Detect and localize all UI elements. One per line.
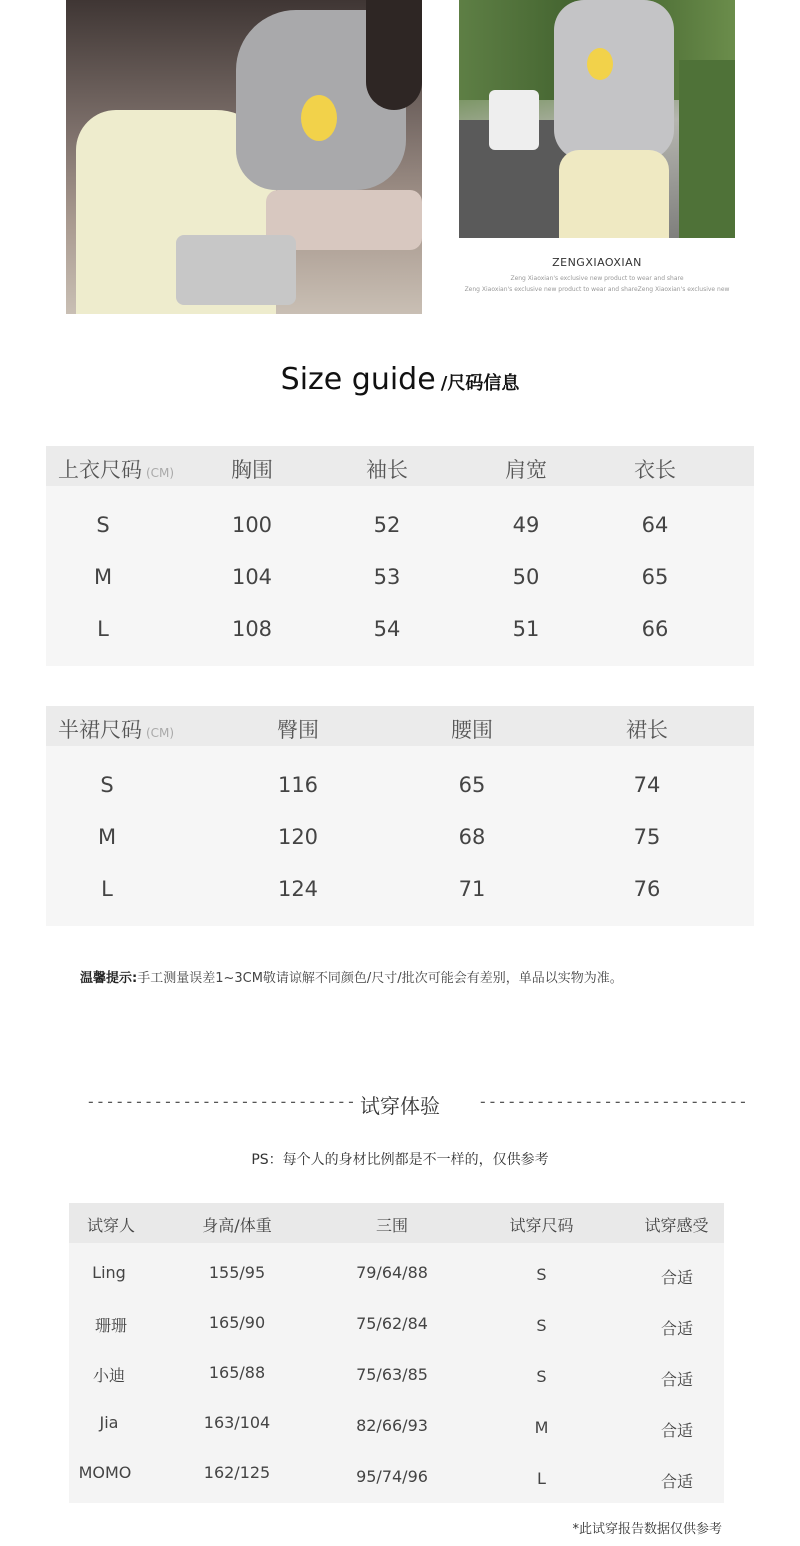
trial-cell: 合适 xyxy=(660,1370,693,1389)
header-measurements: 三围 xyxy=(375,1216,408,1235)
ps-note: PS：每个人的身材比例都是不一样的，仅供参考 xyxy=(251,1152,549,1168)
duck-print xyxy=(301,95,337,141)
trial-table xyxy=(69,1203,724,1503)
top-size-label xyxy=(58,454,208,484)
trial-cell: S xyxy=(536,1316,547,1335)
trial-cell: 82/66/93 xyxy=(356,1416,428,1435)
trial-cell: S xyxy=(536,1265,547,1284)
table-cell: 66 xyxy=(641,617,669,641)
brand-title: ZENGXIAOXIAN xyxy=(552,256,642,269)
brand-subtitle: Zeng Xiaoxian's exclusive new product to wear and share xyxy=(510,275,684,282)
product-photo-car xyxy=(66,0,422,314)
table-cell: 54 xyxy=(373,617,401,641)
table-cell: 120 xyxy=(277,825,319,849)
trial-cell: 75/62/84 xyxy=(356,1314,428,1333)
table-cell: 49 xyxy=(512,513,540,537)
header-skirt-length: 裙长 xyxy=(626,718,668,742)
trial-cell: 163/104 xyxy=(203,1413,271,1432)
tote-bag xyxy=(489,90,539,150)
trial-cell: 165/90 xyxy=(208,1313,266,1332)
top-size-table xyxy=(46,446,754,666)
plants-right xyxy=(679,60,735,238)
header-feeling: 试穿感受 xyxy=(644,1216,709,1235)
unit-label: (CM) xyxy=(146,466,175,480)
trial-footnote: *此试穿报告数据仅供参考 xyxy=(572,1522,722,1537)
table-cell: 65 xyxy=(641,565,669,589)
header-shoulder: 肩宽 xyxy=(505,458,547,482)
sweater-shape-2 xyxy=(554,0,674,160)
trial-cell: 小迪 xyxy=(92,1366,125,1385)
header-sleeve: 袖长 xyxy=(366,458,408,482)
header-tester: 试穿人 xyxy=(86,1216,135,1235)
table-cell: M xyxy=(93,565,113,589)
skirt-size-label-text: 半裙尺码 xyxy=(58,718,142,742)
table-cell: 108 xyxy=(231,617,273,641)
top-size-label-text: 上衣尺码 xyxy=(58,458,142,482)
header-tried-size: 试穿尺码 xyxy=(509,1216,574,1235)
product-photo-outdoor xyxy=(459,0,735,238)
table-cell: 71 xyxy=(458,877,486,901)
brand-subtitle-2: Zeng Xiaoxian's exclusive new product to wear and shareZeng Xiaoxian's exclusive new xyxy=(464,286,730,293)
hair-shape xyxy=(366,0,422,110)
header-height-weight: 身高/体重 xyxy=(202,1216,272,1235)
table-cell: 68 xyxy=(458,825,486,849)
skirt-size-table xyxy=(46,706,754,926)
trial-cell: 75/63/85 xyxy=(356,1365,428,1384)
header-waist: 腰围 xyxy=(451,718,493,742)
trial-cell: 95/74/96 xyxy=(356,1467,428,1486)
table-cell: 104 xyxy=(231,565,273,589)
table-cell: 76 xyxy=(633,877,661,901)
trial-cell: 79/64/88 xyxy=(356,1263,428,1282)
size-guide-title-en: Size guide xyxy=(280,362,436,397)
trial-cell: MOMO xyxy=(78,1463,132,1482)
tip-text: 手工测量误差1~3CM敬请谅解不同颜色/尺寸/批次可能会有差别，单品以实物为准。 xyxy=(137,971,623,986)
trial-cell: 合适 xyxy=(660,1268,693,1287)
table-cell: S xyxy=(100,773,114,797)
unit-label: (CM) xyxy=(146,726,175,740)
header-hip: 臀围 xyxy=(277,718,319,742)
skirt-size-label xyxy=(58,714,228,744)
tip-label: 温馨提示: xyxy=(80,971,138,986)
table-cell: S xyxy=(96,513,110,537)
divider-right: ---------------------------- xyxy=(478,1092,748,1111)
console-shape xyxy=(176,235,296,305)
measurement-tip xyxy=(80,967,623,986)
trial-cell: Ling xyxy=(92,1263,126,1282)
table-cell: 65 xyxy=(458,773,486,797)
header-length: 衣长 xyxy=(634,458,676,482)
divider-left: ---------------------------- xyxy=(86,1092,356,1111)
size-guide-title-cn: /尺码信息 xyxy=(440,373,520,394)
header-chest: 胸围 xyxy=(231,458,273,482)
trial-cell: 165/88 xyxy=(208,1363,266,1382)
table-cell: 124 xyxy=(277,877,319,901)
table-cell: 53 xyxy=(373,565,401,589)
size-guide-title xyxy=(0,362,800,397)
skirt-shape-2 xyxy=(559,150,669,238)
trial-cell: 珊珊 xyxy=(94,1316,127,1335)
trial-title: 试穿体验 xyxy=(360,1094,440,1118)
trial-cell: 162/125 xyxy=(203,1463,271,1482)
table-cell: 75 xyxy=(633,825,661,849)
table-cell: 52 xyxy=(373,513,401,537)
table-cell: 50 xyxy=(512,565,540,589)
trial-cell: 155/95 xyxy=(208,1263,266,1282)
table-cell: 100 xyxy=(231,513,273,537)
table-cell: 116 xyxy=(277,773,319,797)
trial-cell: 合适 xyxy=(660,1319,693,1338)
trial-cell: M xyxy=(534,1418,549,1437)
table-cell: 64 xyxy=(641,513,669,537)
duck-print-2 xyxy=(587,48,613,80)
trial-cell: 合适 xyxy=(660,1421,693,1440)
table-cell: M xyxy=(97,825,117,849)
trial-cell: L xyxy=(537,1469,546,1488)
table-cell: 74 xyxy=(633,773,661,797)
trial-cell: S xyxy=(536,1367,547,1386)
trial-cell: Jia xyxy=(99,1413,119,1432)
table-cell: L xyxy=(101,877,113,901)
trial-cell: 合适 xyxy=(660,1472,693,1491)
table-cell: L xyxy=(97,617,109,641)
table-cell: 51 xyxy=(512,617,540,641)
